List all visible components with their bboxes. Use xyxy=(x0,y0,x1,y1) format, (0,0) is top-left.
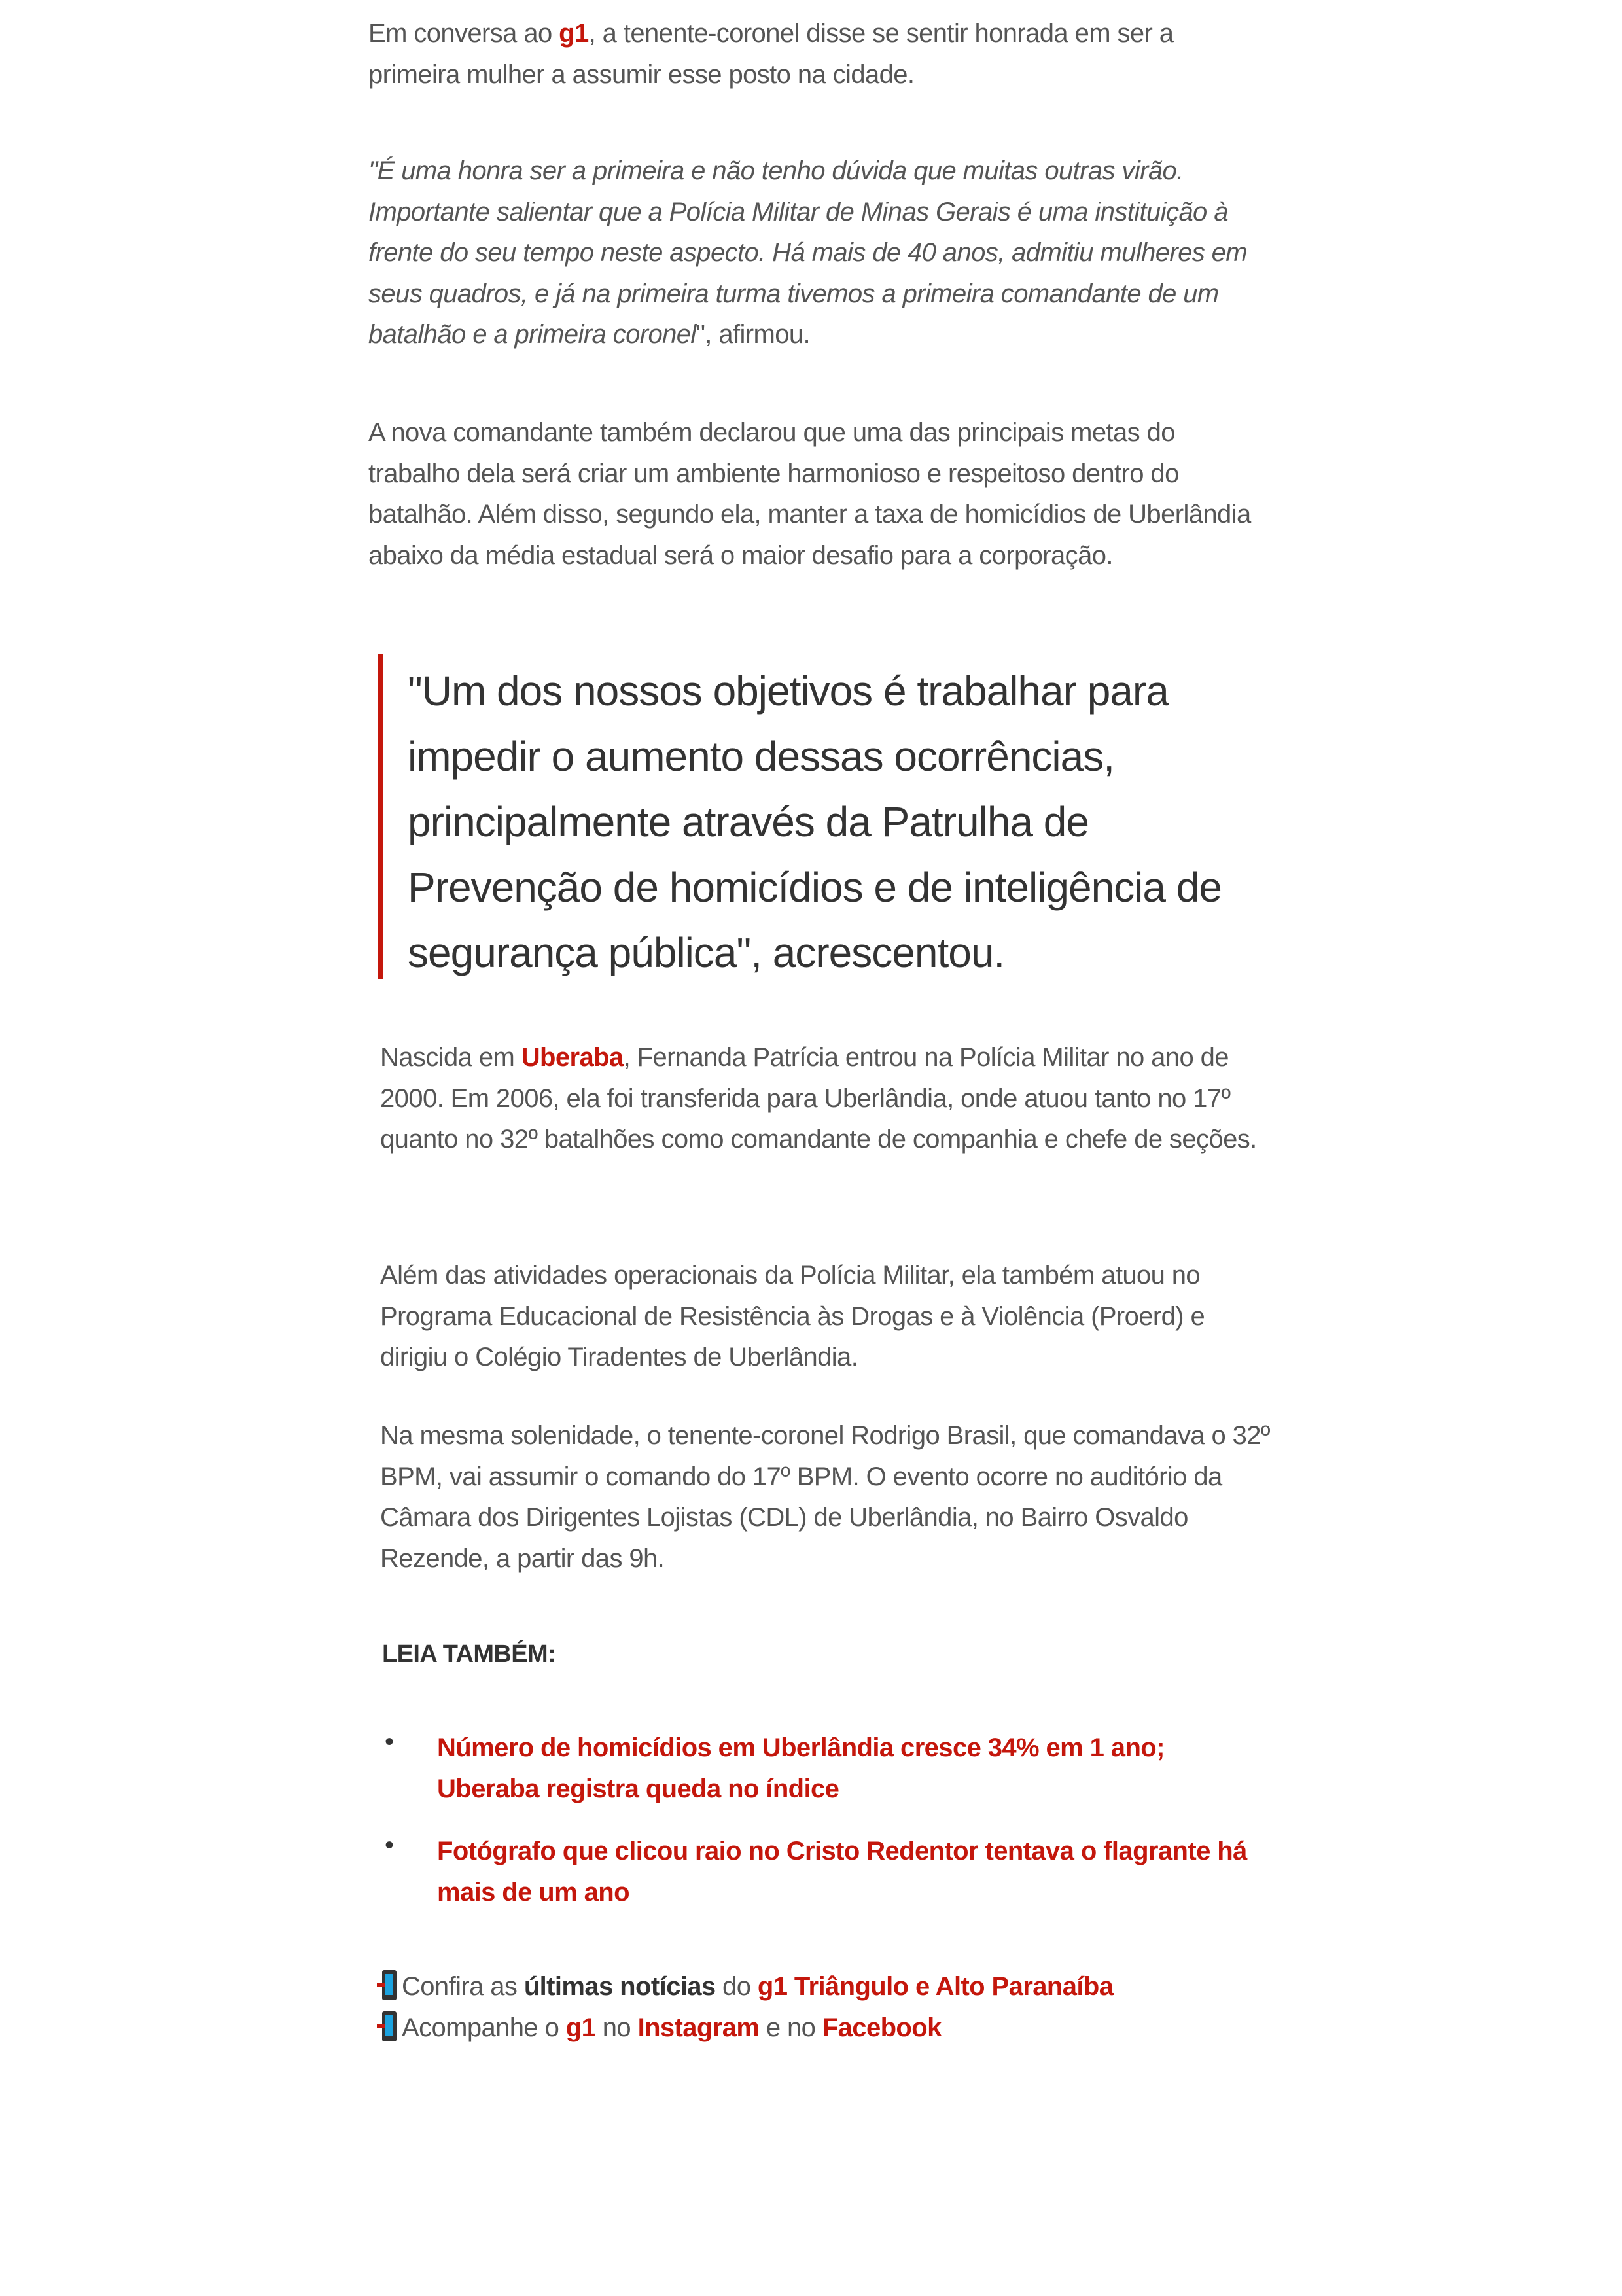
blockquote-text: "Um dos nossos objetivos é trabalhar para impedir o aumento dessas ocorrências, principalmente através da Patrulha de Prevenção de homicídios e de inteligência de segurança pública", acrescentou. xyxy=(408,667,1222,976)
text: Confira as xyxy=(402,1972,524,2001)
text: , a tenente-coronel disse se sentir honrada em ser a primeira mulher a assumir esse posto na cidade. xyxy=(368,19,1174,89)
paragraph-goals: A nova comandante também declarou que uma das principais metas do trabalho dela será criar um ambiente harmonioso e respeitoso dentro do batalhão. Além disso, segundo ela, manter a taxa de homicídios de Uberlândia abaixo da média estadual será o maior desafio para a corporação. xyxy=(368,418,1251,570)
paragraph-activities: Além das atividades operacionais da Polícia Militar, ela também atuou no Programa Educacional de Resistência às Drogas e à Violência (Proerd) e dirigiu o Colégio Tiradentes de Uberlândia. xyxy=(380,1261,1205,1371)
text: ", afirmou. xyxy=(696,320,811,349)
text: do xyxy=(715,1972,758,2001)
g1-link[interactable]: g1 xyxy=(559,19,589,48)
blockquote xyxy=(378,654,1286,979)
text: Acompanhe o xyxy=(402,2013,566,2042)
text: e no xyxy=(759,2013,822,2042)
mobile-phone-icon xyxy=(382,1970,397,2000)
uberaba-link[interactable]: Uberaba xyxy=(521,1043,624,1072)
related-link-1[interactable]: Número de homicídios em Uberlândia cresce 34% em 1 ano; Uberaba registra queda no índice xyxy=(437,1733,1165,1803)
instagram-link[interactable]: Instagram xyxy=(637,2013,760,2042)
bullet: • xyxy=(385,1831,395,1860)
mobile-phone-icon xyxy=(382,2011,397,2041)
text: Nascida em xyxy=(380,1043,521,1072)
italic-quote: "É uma honra ser a primeira e não tenho dúvida que muitas outras virão. Importante salientar que a Polícia Militar de Minas Gerais é uma instituição à frente do seu tempo neste aspecto. Há mais de 40 anos, admitiu mulheres em seus quadros, e já na primeira turma tivemos a primeira comandante de um batalhão e a primeira coronel xyxy=(368,156,1248,349)
text: Em conversa ao xyxy=(368,19,559,48)
acompanhe-line xyxy=(382,2007,942,2049)
facebook-link[interactable]: Facebook xyxy=(822,2013,942,2042)
bold-text: últimas notícias xyxy=(523,1972,716,2001)
g1-link[interactable]: g1 xyxy=(565,2013,596,2042)
text: , Fernanda Patrícia entrou na Polícia Militar no ano de 2000. Em 2006, ela foi transferida para Uberlândia, onde atuou tanto no 17º quanto no 32º batalhões como comandante de companhia e chefe de seções. xyxy=(380,1043,1257,1154)
leia-tambem-heading: LEIA TAMBÉM: xyxy=(382,1640,556,1668)
paragraph-ceremony: Na mesma solenidade, o tenente-coronel Rodrigo Brasil, que comandava o 32º BPM, vai assumir o comando do 17º BPM. O evento ocorre no auditório da Câmara dos Dirigentes Lojistas (CDL) de Uberlândia, no Bairro Osvaldo Rezende, a partir das 9h. xyxy=(380,1421,1270,1573)
paragraph-quote-italic xyxy=(368,150,1271,355)
g1-triangulo-link[interactable]: g1 Triângulo e Alto Paranaíba xyxy=(757,1972,1114,2001)
paragraph-intro xyxy=(368,13,1271,95)
text: no xyxy=(595,2013,638,2042)
confira-line xyxy=(382,1966,1113,2007)
paragraph-bio xyxy=(380,1037,1277,1160)
related-link-2[interactable]: Fotógrafo que clicou raio no Cristo Redentor tentava o flagrante há mais de um ano xyxy=(437,1837,1247,1907)
bullet: • xyxy=(385,1727,395,1756)
